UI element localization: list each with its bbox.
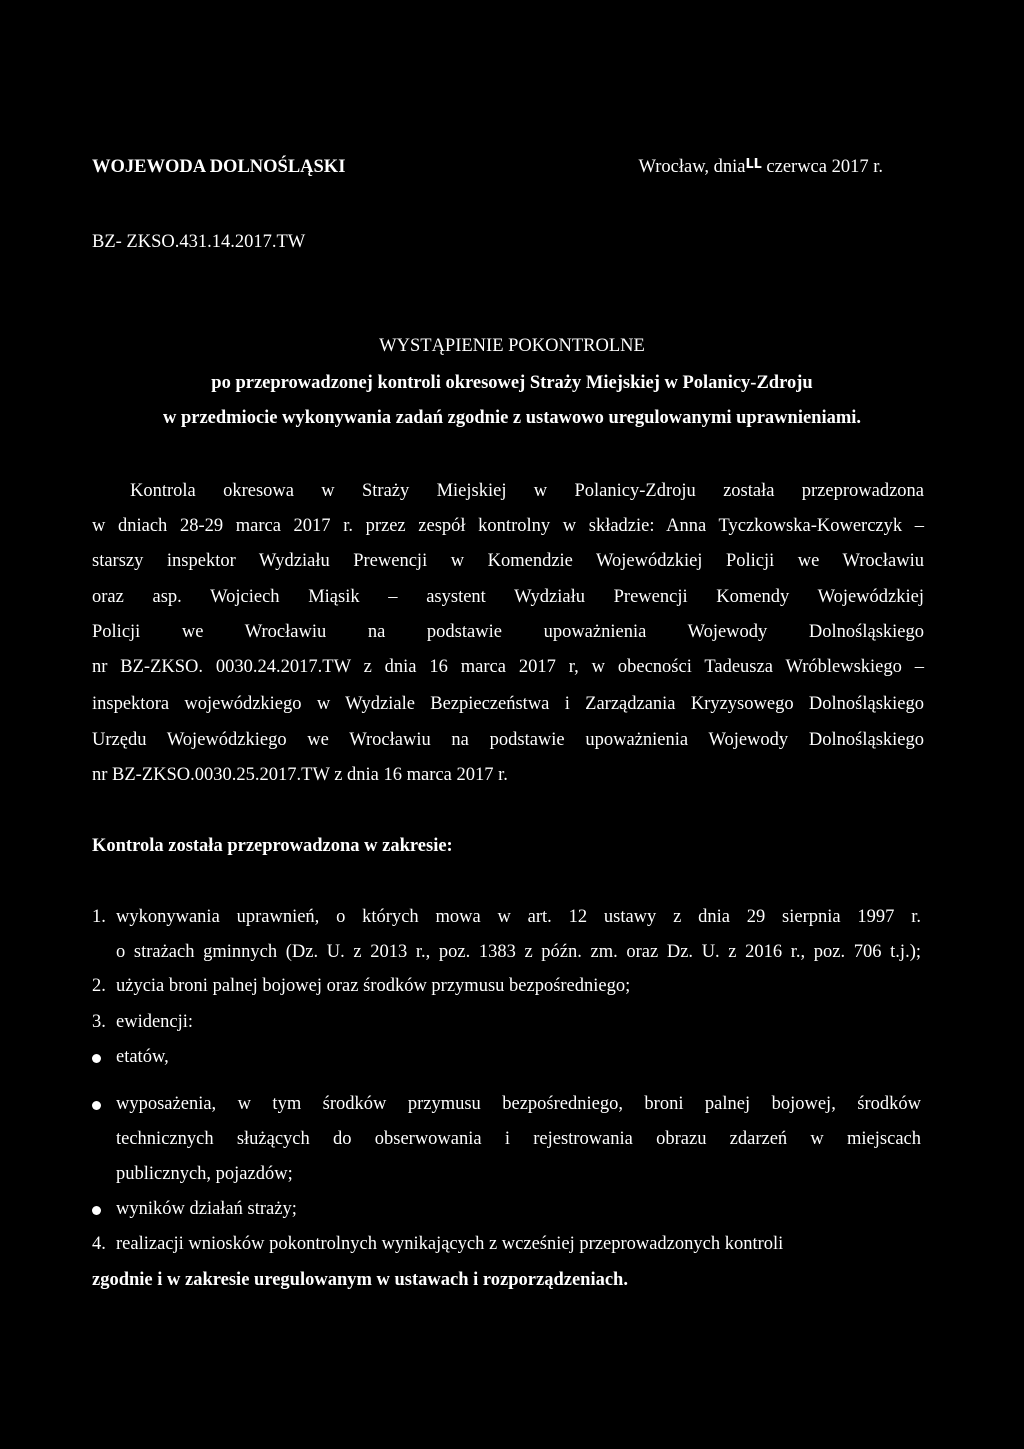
- date-suffix: czerwca 2017 r.: [766, 157, 883, 177]
- closing-statement: zgodnie i w zakresie uregulowanym w ustawach i rozporządzeniach.: [92, 1270, 628, 1290]
- list-number-2: 2.: [92, 976, 106, 996]
- list-number-4: 4.: [92, 1234, 106, 1254]
- list-number-1: 1.: [92, 907, 106, 927]
- bullet-point: [92, 1054, 101, 1063]
- scope-item-1-line-1: wykonywania uprawnień, o których mowa w art. 12 ustawy z dnia 29 sierpnia 1997 r.: [116, 907, 921, 927]
- bullet-item-2-line-2: technicznych służących do obserwowania i rejestrowania obrazu zdarzeń w miejscach: [116, 1129, 921, 1149]
- bullet-item-2-line-3: publicznych, pojazdów;: [116, 1164, 293, 1184]
- scope-item-1-line-2: o strażach gminnych (Dz. U. z 2013 r., poz. 1383 z późn. zm. oraz Dz. U. z 2016 r., poz. 706 t.j.);: [116, 942, 921, 962]
- bullet-item-1: etatów,: [116, 1047, 169, 1067]
- intro-line: Policji we Wrocławiu na podstawie upoważnienia Wojewody Dolnośląskiego: [92, 622, 924, 642]
- place-and-date: [639, 157, 883, 178]
- date-prefix: Wrocław, dnia: [638, 157, 746, 177]
- title-subject-line-1: po przeprowadzonej kontroli okresowej Straży Miejskiej w Polanicy-Zdroju: [211, 373, 813, 393]
- bullet-item-2-line-1: wyposażenia, w tym środków przymusu bezpośredniego, broni palnej bojowej, środków: [116, 1094, 921, 1114]
- bullet-point: [92, 1101, 101, 1110]
- scope-item-2: użycia broni palnej bojowej oraz środków przymusu bezpośredniego;: [116, 976, 631, 996]
- scope-item-3: ewidencji:: [116, 1012, 194, 1032]
- intro-line: w dniach 28-29 marca 2017 r. przez zespół kontrolny w składzie: Anna Tyczkowska-Kowerczyk –: [92, 516, 924, 536]
- intro-line: Kontrola okresowa w Straży Miejskiej w Polanicy-Zdroju została przeprowadzona: [130, 481, 924, 501]
- intro-line: oraz asp. Wojciech Miąsik – asystent Wydziału Prewencji Komendy Wojewódzkiej: [92, 587, 924, 607]
- reference-number: BZ- ZKSO.431.14.2017.TW: [92, 232, 306, 252]
- handwritten-day: ᒪᒪ: [745, 157, 762, 172]
- scope-item-4: realizacji wniosków pokontrolnych wynikających z wcześniej przeprowadzonych kontroli: [116, 1234, 784, 1254]
- intro-line: starszy inspektor Wydziału Prewencji w Komendzie Wojewódzkiej Policji we Wrocławiu: [92, 551, 924, 571]
- title-subject-line-2: w przedmiocie wykonywania zadań zgodnie z ustawowo uregulowanymi uprawnieniami.: [162, 408, 862, 428]
- list-number-3: 3.: [92, 1012, 106, 1032]
- intro-line: inspektora wojewódzkiego w Wydziale Bezpieczeństwa i Zarządzania Kryzysowego Dolnośląskiego: [92, 694, 924, 714]
- intro-line: Urzędu Wojewódzkiego we Wrocławiu na podstawie upoważnienia Wojewody Dolnośląskiego: [92, 730, 924, 750]
- intro-line: nr BZ-ZKSO.0030.25.2017.TW z dnia 16 marca 2017 r.: [92, 765, 508, 785]
- issuing-authority: WOJEWODA DOLNOŚLĄSKI: [92, 157, 346, 177]
- document-title: WYSTĄPIENIE POKONTROLNE: [379, 336, 645, 356]
- scope-heading: Kontrola została przeprowadzona w zakresie:: [92, 836, 453, 856]
- bullet-point: [92, 1206, 101, 1215]
- bullet-item-3: wyników działań straży;: [116, 1199, 297, 1219]
- intro-line: nr BZ-ZKSO. 0030.24.2017.TW z dnia 16 marca 2017 r, w obecności Tadeusza Wróblewskiego –: [92, 657, 924, 677]
